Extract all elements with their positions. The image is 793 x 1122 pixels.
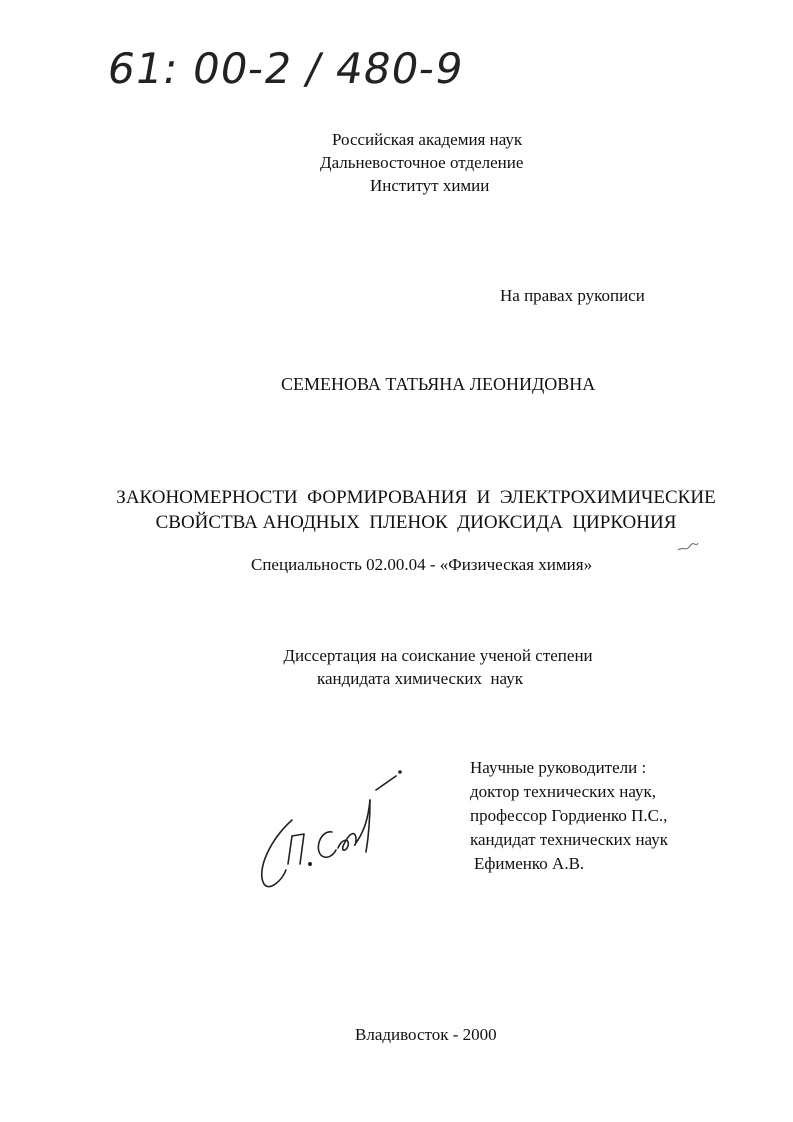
supervisor-2-name: Ефименко А.В.: [474, 854, 585, 873]
institution-branch: Дальневосточное отделение: [320, 153, 524, 172]
city-year: Владивосток - 2000: [355, 1025, 497, 1044]
author-name: СЕМЕНОВА ТАТЬЯНА ЛЕОНИДОВНА: [281, 374, 596, 394]
author-signature: [252, 760, 412, 900]
specialty: Специальность 02.00.04 - «Физическая химия»: [251, 555, 593, 574]
supervisors-block: [470, 756, 668, 876]
supervisor-2-degree: кандидат технических наук: [470, 830, 668, 849]
degree-line-2: кандидата химических наук: [317, 669, 523, 688]
dissertation-degree: [268, 644, 608, 690]
supervisor-1-name: профессор Гордиенко П.С.,: [470, 806, 668, 825]
title-line-1: ЗАКОНОМЕРНОСТИ ФОРМИРОВАНИЯ И ЭЛЕКТРОХИМИЧЕСКИЕ: [116, 487, 716, 508]
manuscript-note: На правах рукописи: [500, 286, 645, 305]
institution-institute: Институт химии: [370, 176, 490, 195]
archive-mark: 61: 00-2 / 480-9: [103, 44, 468, 93]
degree-line-1: Диссертация на соискание ученой степени: [283, 646, 593, 665]
dissertation-title: [116, 485, 716, 535]
title-line-2: СВОЙСТВА АНОДНЫХ ПЛЕНОК ДИОКСИДА ЦИРКОНИЯ: [155, 512, 677, 533]
stray-ink-mark: [676, 540, 700, 554]
supervisors-heading: Научные руководители :: [470, 758, 647, 777]
supervisor-1-degree: доктор технических наук,: [470, 782, 657, 801]
institution-block: [320, 128, 523, 197]
institution-academy: Российская академия наук: [332, 130, 523, 149]
